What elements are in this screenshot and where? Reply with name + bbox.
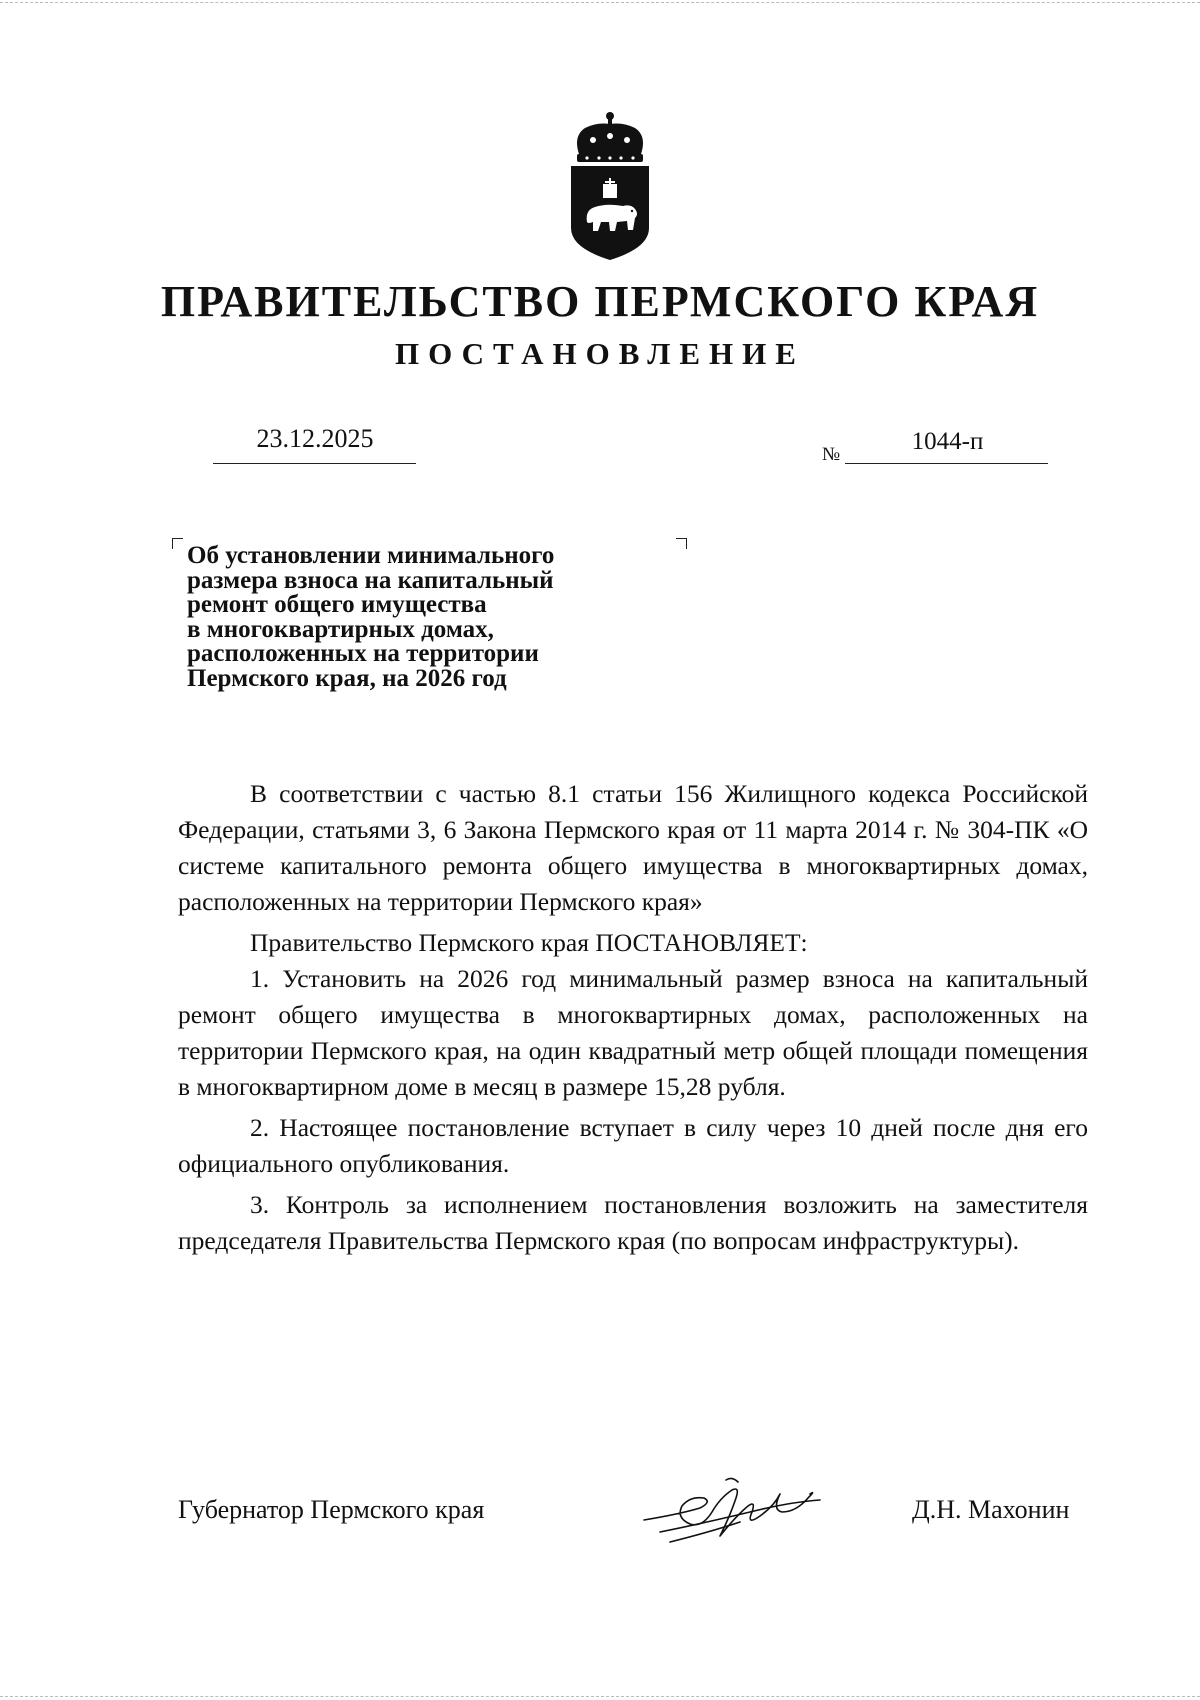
preamble-paragraph: В соответствии с частью 8.1 статьи 156 Жилищного кодекса Российской Федерации, статьями 3, 6 Закона Пермского края от 11 марта 2014 г. № 304-ПК «О системе капитального ремонта общего имущества в многоквартирных домах, расположенных на территории Пермского края» xyxy=(178,779,1088,916)
date-underline xyxy=(213,463,416,464)
subject-line: Об установлении минимального xyxy=(187,542,555,569)
scan-edge-bottom xyxy=(0,1696,1200,1697)
document-type-title: ПОСТАНОВЛЕНИЕ xyxy=(395,336,805,371)
subject-line: Пермского края, на 2026 год xyxy=(187,664,507,692)
document-body xyxy=(178,776,1088,1259)
item-3-paragraph: 3. Контроль за исполнением постановления возложить на заместителя председателя Правительства Пермского края (по вопросам инфраструктуры). xyxy=(178,1190,1088,1255)
item-1-paragraph: 1. Установить на 2026 год минимальный размер взноса на капитальный ремонт общего имущества в многоквартирных домах, расположенных на территории Пермского края, на один квадратный метр общей площади помещения в многоквартирном доме в месяц в размере 15,28 рубля. xyxy=(178,964,1088,1101)
number-underline xyxy=(845,463,1048,464)
signatory-name: Д.Н. Махонин xyxy=(912,1495,1070,1524)
handwritten-signature xyxy=(640,1472,825,1550)
document-number: 1044-п xyxy=(911,428,984,455)
decree-paragraph: Правительство Пермского края ПОСТАНОВЛЯЕТ: xyxy=(250,928,808,957)
subject-line: расположенных на территории xyxy=(187,640,539,667)
item-2-paragraph: 2. Настоящее постановление вступает в силу через 10 дней после дня его официального опубликования. xyxy=(178,1113,1088,1178)
scan-edge-top xyxy=(0,2,1200,3)
subject-bracket-left xyxy=(172,538,183,549)
document-subject xyxy=(187,544,667,691)
coat-of-arms-emblem xyxy=(565,110,655,260)
subject-bracket-right xyxy=(676,538,687,549)
subject-line: размера взноса на капитальный xyxy=(187,566,554,594)
signatory-title: Губернатор Пермского края xyxy=(178,1495,485,1524)
subject-line: в многоквартирных домах, xyxy=(187,615,494,643)
government-title: ПРАВИТЕЛЬСТВО ПЕРМСКОГО КРАЯ xyxy=(160,277,1040,326)
subject-line: ремонт общего имущества xyxy=(187,591,487,618)
document-date: 23.12.2025 xyxy=(256,424,374,453)
number-sign-label: № xyxy=(822,444,841,465)
